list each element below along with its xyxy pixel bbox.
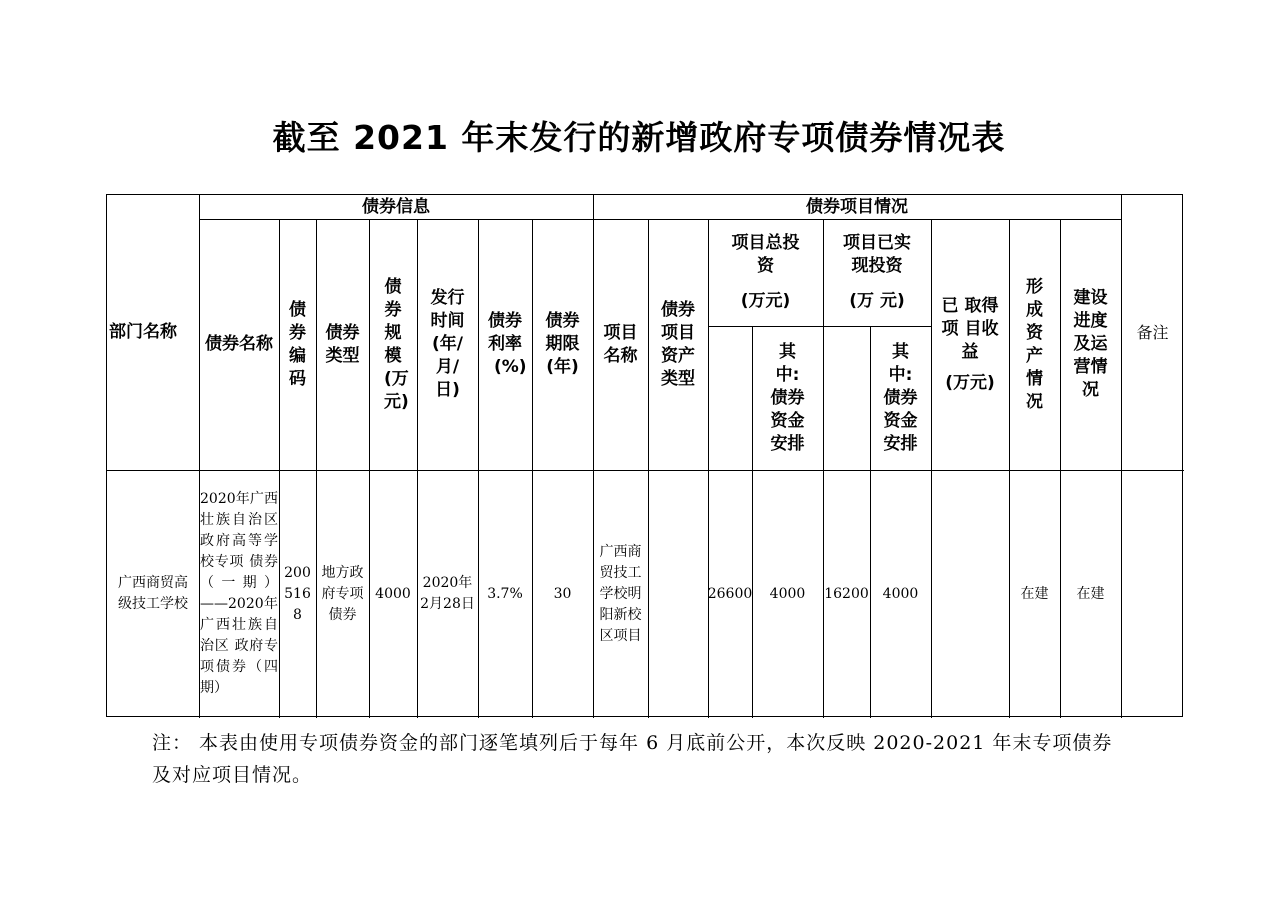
header-bond-type: 债券类型 [325, 322, 360, 366]
header-rate-label: 债券利率 [488, 311, 522, 354]
row-bond-type: 地方政府专项债券 [321, 564, 364, 623]
bond-table [106, 194, 1183, 717]
header-project-info: 债券项目情况 [806, 196, 908, 217]
row-total-investment: 26600 [707, 585, 753, 602]
header-rate [478, 219, 532, 470]
row-dept: 广西商贸高级技工学校 [118, 575, 188, 612]
header-bond-info: 债券信息 [362, 196, 430, 217]
row-total-bond-arrangement: 4000 [769, 585, 806, 602]
header-rate-unit: (%) [494, 357, 527, 377]
row-done-investment: 16200 [824, 585, 869, 602]
header-issue-time-label: 发行时间 [430, 288, 465, 331]
header-total-bond-arrangement: 其中:债券资金安排 [770, 341, 805, 454]
header-project-name: 项目名称 [603, 322, 638, 366]
row-asset-type [648, 470, 708, 718]
row-project-name: 广西商贸技工学校明阳新校区项目 [599, 543, 642, 644]
header-total-investment [708, 219, 823, 326]
footnote: 注： 本表由使用专项债券资金的部门逐笔填列后于每年 6 月底前公开，本次反映 2020-2021 年末专项债券及对应项目情况。 [152, 732, 1113, 786]
row-asset-status: 在建 [1020, 585, 1049, 602]
row-done-bond-arrangement: 4000 [882, 585, 919, 602]
row-rate: 3.7% [487, 585, 523, 602]
header-done-investment-unit: (万 元) [849, 291, 905, 311]
header-asset-status: 形成资产情况 [1026, 276, 1043, 412]
header-bond-code: 债券编码 [289, 299, 306, 389]
header-done-investment-label: 项目已实现投资 [843, 233, 911, 276]
header-income [931, 219, 1009, 470]
row-issue-time: 2020年2月28日 [420, 575, 475, 612]
header-income-label: 已 取得项 目收益 [941, 295, 999, 362]
row-term: 30 [553, 585, 572, 602]
header-bond-name: 债券名称 [205, 334, 273, 354]
row-bond-code: 2005168 [284, 564, 311, 623]
header-term [532, 219, 593, 470]
row-scale: 4000 [375, 585, 411, 602]
row-income [931, 470, 1009, 718]
header-done-investment [823, 219, 931, 326]
header-progress: 建设进度及运营情况 [1073, 288, 1108, 400]
row-progress: 在建 [1076, 585, 1105, 602]
header-total-investment-unit: (万元) [740, 291, 791, 311]
header-issue-time-unit: (年/月/日) [432, 334, 463, 400]
header-term-label: 债券期限 [545, 311, 580, 354]
page-title: 截至 2021 年末发行的新增政府专项债券情况表 [272, 118, 1006, 157]
header-asset-type: 债券项目资产类型 [661, 299, 695, 389]
header-income-unit: (万元) [945, 372, 995, 393]
header-issue-time [417, 219, 478, 470]
header-done-bond-arrangement: 其中:债券资金安排 [883, 341, 918, 454]
header-term-unit: (年) [546, 357, 579, 377]
row-bond-name: 2020年广西壮族自治区政府高等学校专项 债券（一期）——2020年广西壮族自治区 政府专项债券（四期） [200, 491, 278, 696]
row-remark [1121, 470, 1184, 718]
header-remark: 备注 [1136, 323, 1169, 342]
header-total-investment-label: 项目总投资 [731, 233, 800, 276]
header-scale: 债券规模(万元) [384, 276, 409, 412]
header-dept: 部门名称 [109, 322, 177, 342]
